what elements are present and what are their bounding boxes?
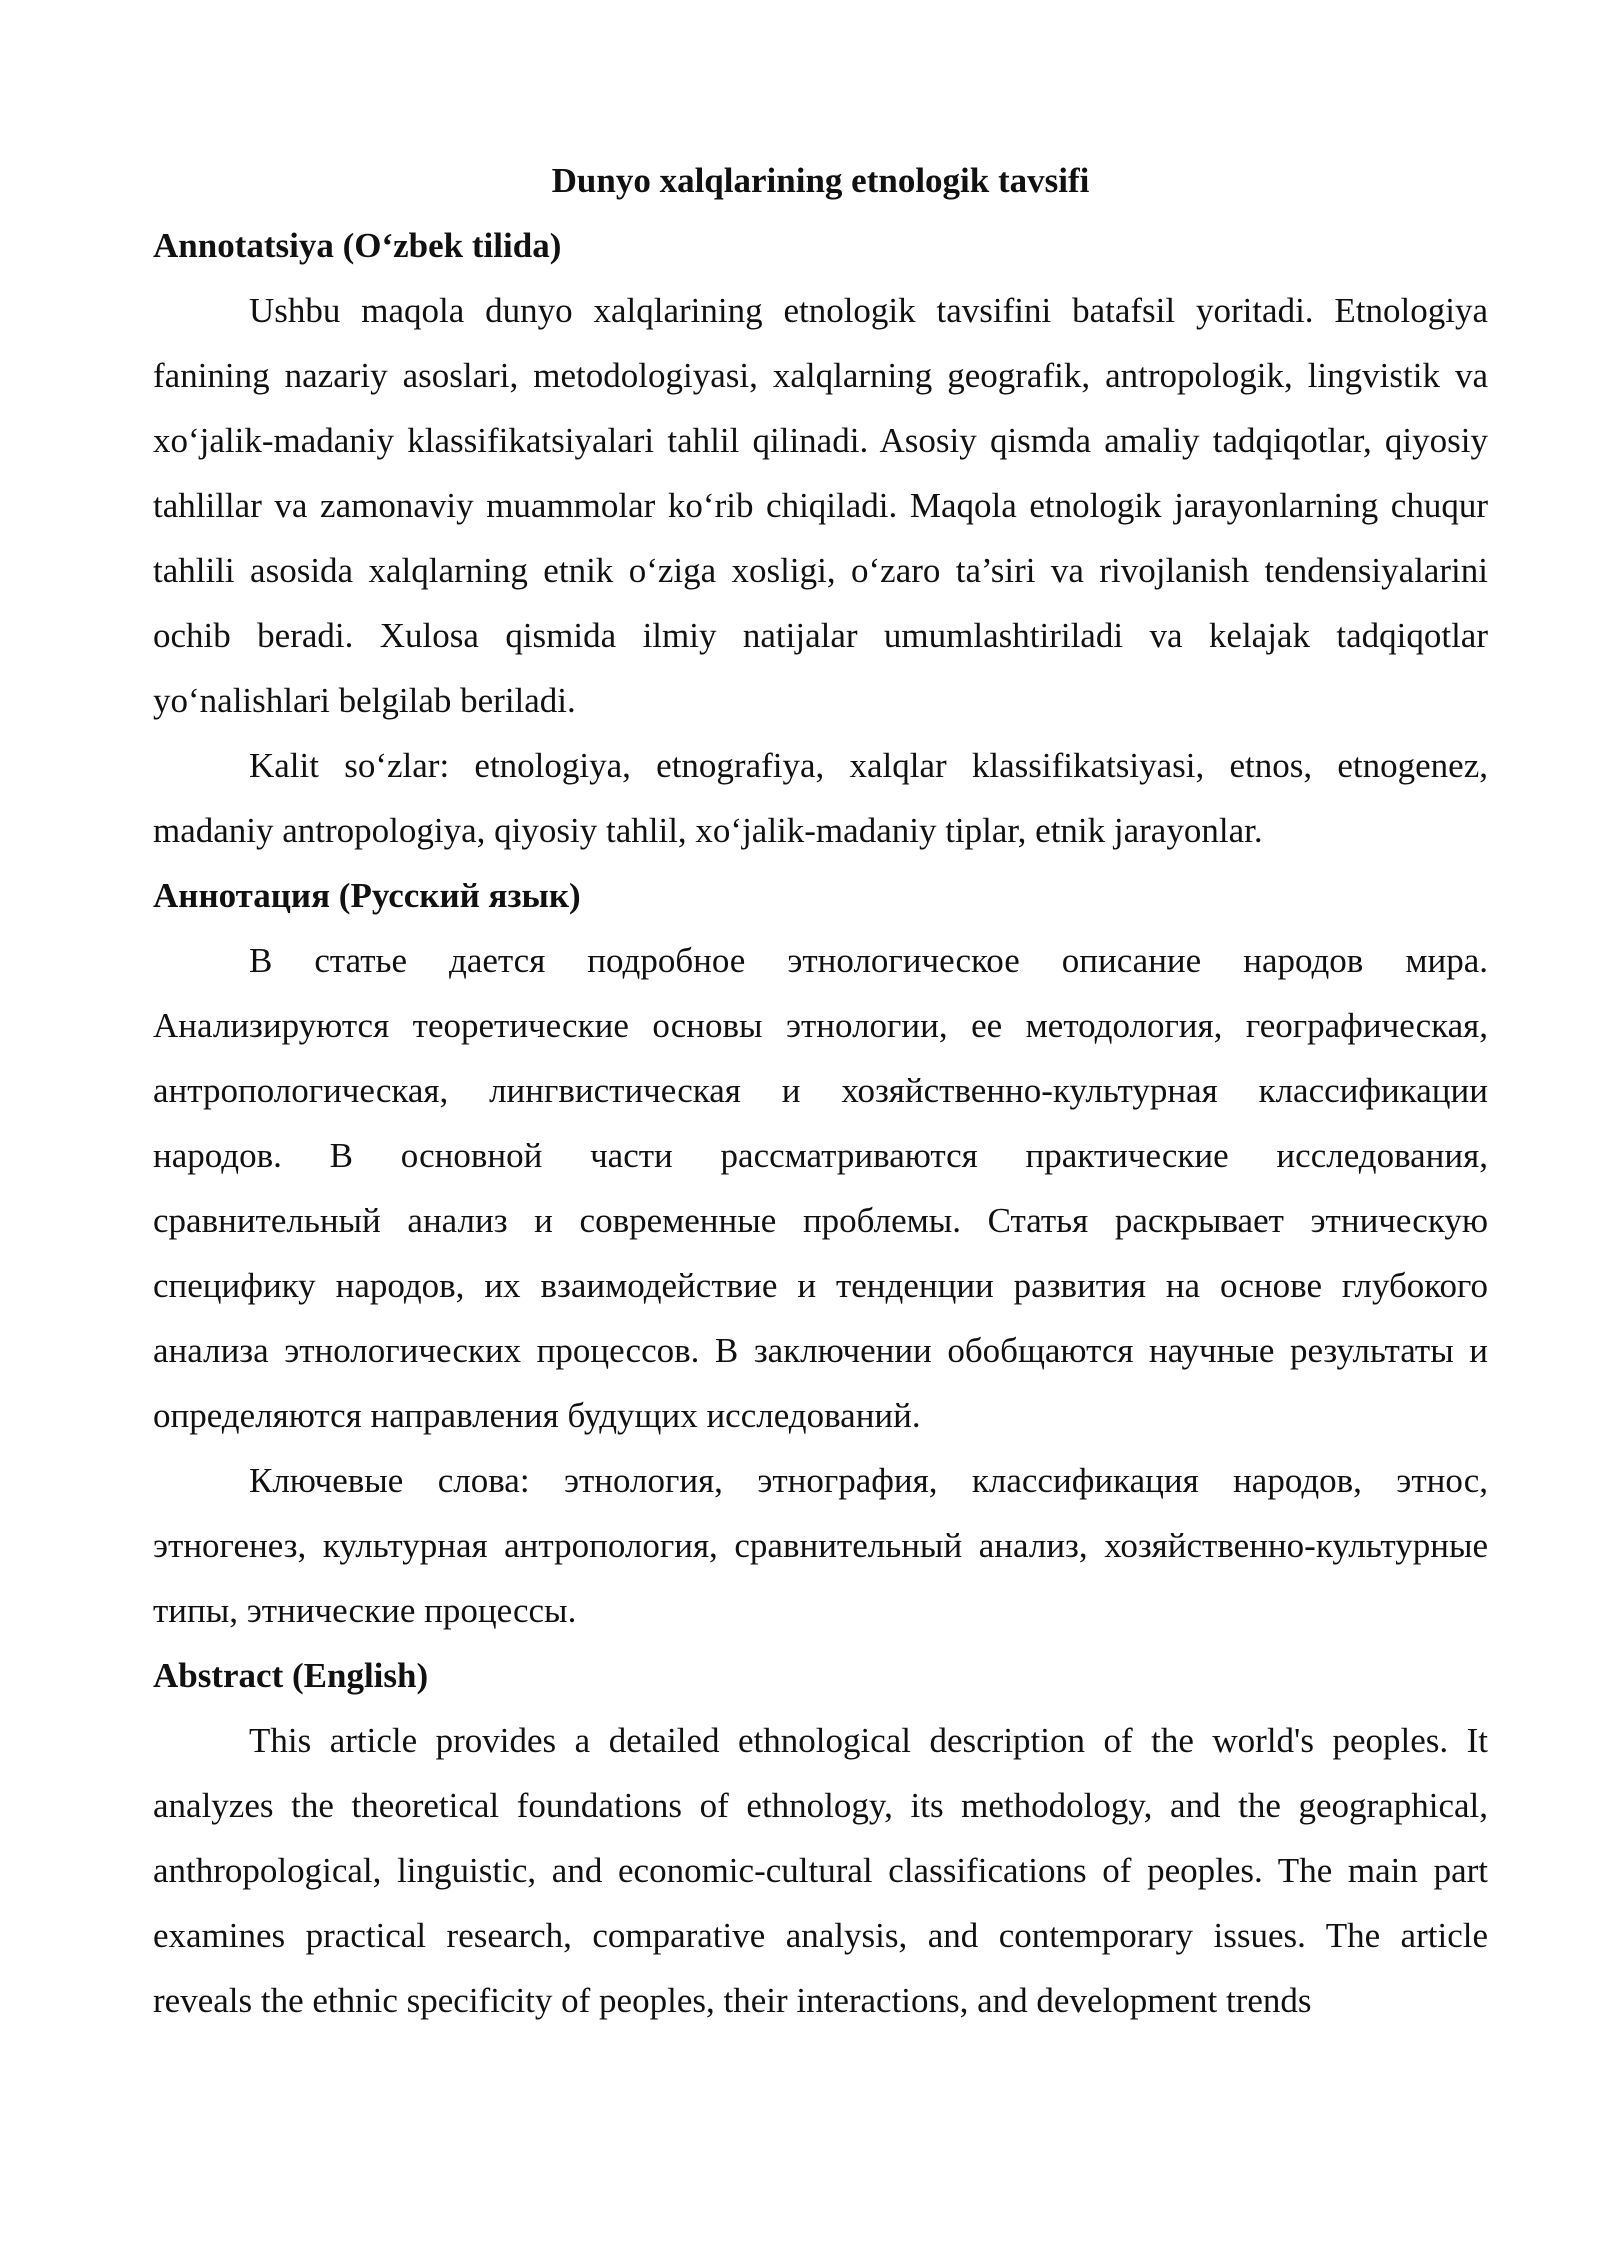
section-heading: Annotatsiya (O‘zbek tilida)	[153, 226, 562, 265]
keywords-paragraph: Kalit so‘zlar: etnologiya, etnografiya, xalqlar klassifikatsiyasi, etnos, etnogenez, madaniy antropologiya, qiyosiy tahlil, xo‘jalik-madaniy tiplar, etnik jarayonlar.	[153, 746, 1488, 850]
abstract-paragraph: This article provides a detailed ethnological description of the world's peoples. It analyzes the theoretical foundations of ethnology, its methodology, and the geographical, anthropological, linguistic, and economic-cultural classifications of peoples. The main part examines practical research, comparative analysis, and contemporary issues. The article reveals the ethnic specificity of peoples, their interactions, and development trends	[153, 1721, 1488, 2020]
abstract-paragraph: Ushbu maqola dunyo xalqlarining etnologik tavsifini batafsil yoritadi. Etnologiya fanining nazariy asoslari, metodologiyasi, xalqlarning geografik, antropologik, lingvistik va xo‘jalik-madaniy klassifikatsiyalari tahlil qilinadi. Asosiy qismda amaliy tadqiqotlar, qiyosiy tahlillar va zamonaviy muammolar ko‘rib chiqiladi. Maqola etnologik jarayonlarning chuqur tahlili asosida xalqlarning etnik o‘ziga xosligi, o‘zaro ta’siri va rivojlanish tendensiyalarini ochib beradi. Xulosa qismida ilmiy natijalar umumlashtiriladi va kelajak tadqiqotlar yo‘nalishlari belgilab beriladi.	[153, 291, 1488, 720]
section-heading: Abstract (English)	[153, 1656, 429, 1695]
document-page	[153, 148, 1488, 2033]
section-uzbek-annotation	[153, 213, 1488, 863]
section-russian-annotation	[153, 863, 1488, 1643]
document-title: Dunyo xalqlarining etnologik tavsifi	[551, 161, 1090, 200]
abstract-paragraph: В статье дается подробное этнологическое описание народов мира. Анализируются теоретические основы этнологии, ее методология, географическая, антропологическая, лингвистическая и хозяйственно-культурная классификации народов. В основной части рассматриваются практические исследования, сравнительный анализ и современные проблемы. Статья раскрывает этническую специфику народов, их взаимодействие и тенденции развития на основе глубокого анализа этнологических процессов. В заключении обобщаются научные результаты и определяются направления будущих исследований.	[153, 941, 1488, 1435]
section-heading: Аннотация (Русский язык)	[153, 876, 581, 915]
keywords-paragraph: Ключевые слова: этнология, этнография, классификация народов, этнос, этногенез, культурная антропология, сравнительный анализ, хозяйственно-культурные типы, этнические процессы.	[153, 1461, 1488, 1630]
section-english-abstract	[153, 1643, 1488, 2033]
